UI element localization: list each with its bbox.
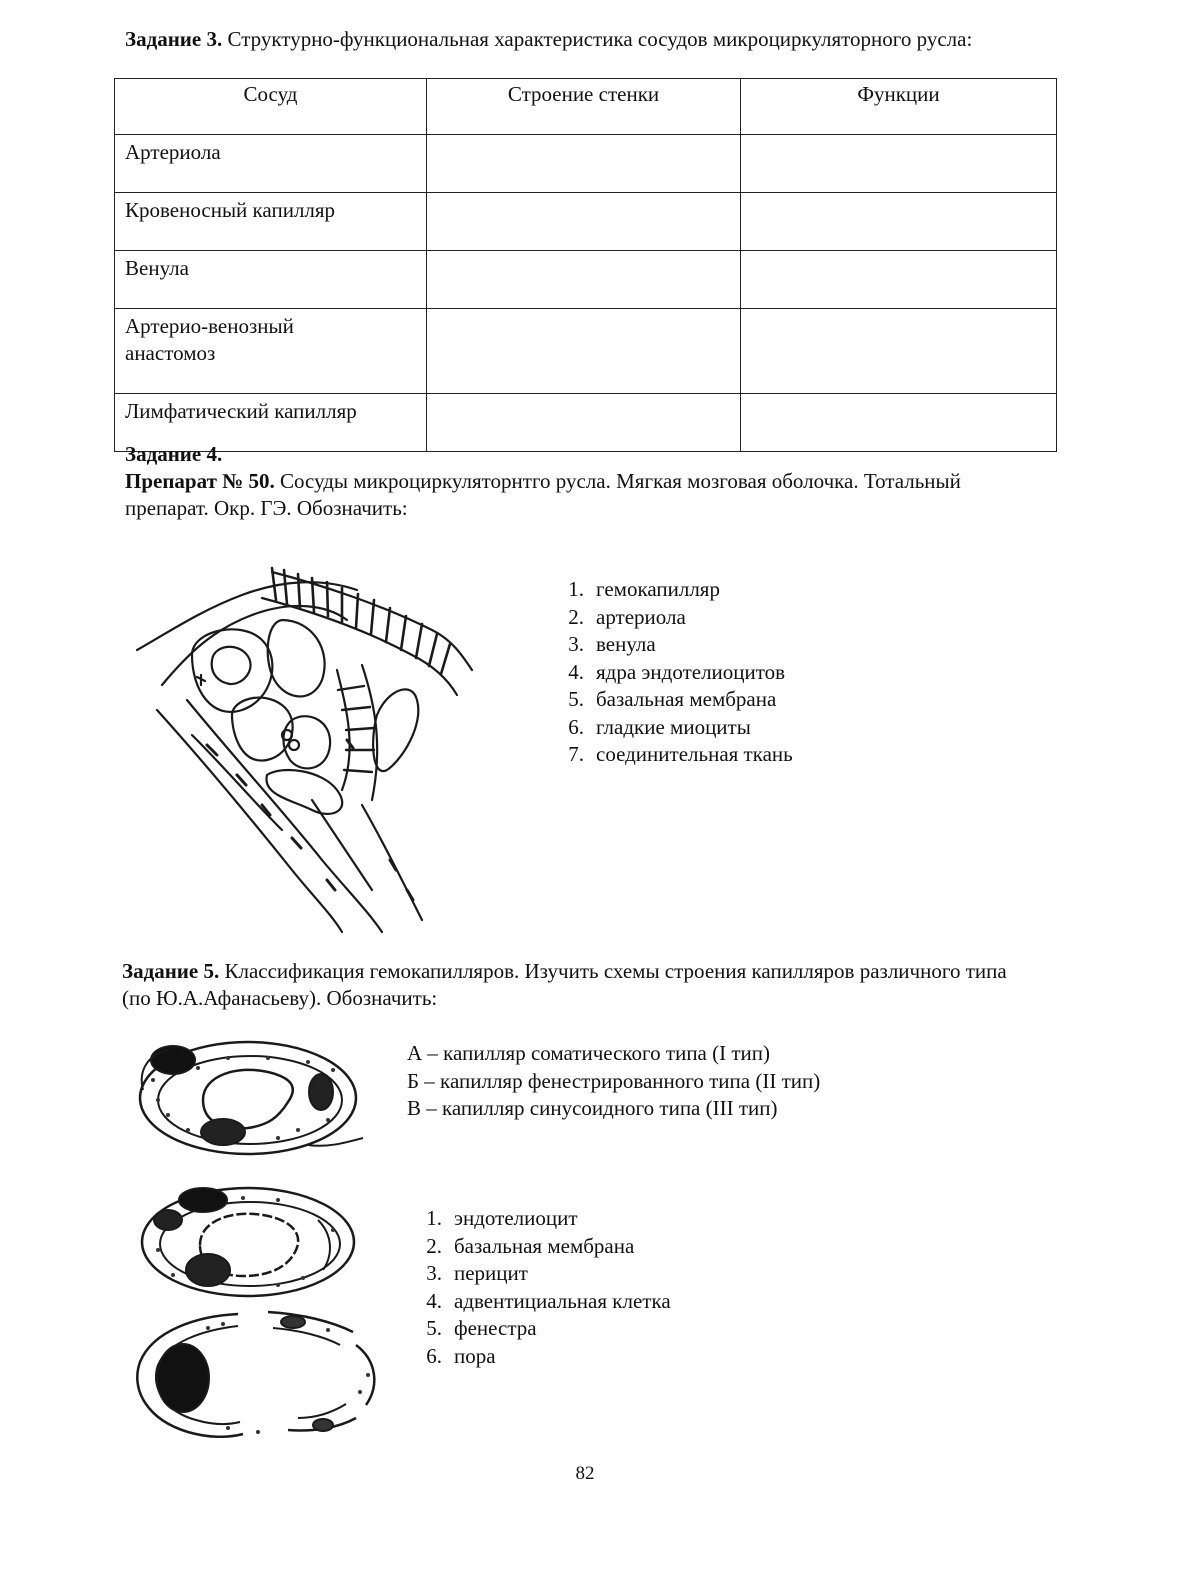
wall-structure-cell[interactable] (427, 251, 741, 309)
prep-title: Препарат № 50. (125, 469, 275, 493)
wall-structure-cell[interactable] (427, 193, 741, 251)
table-row (115, 193, 1057, 251)
row-vessel-venule: Венула (115, 251, 427, 309)
task3-heading (125, 26, 1045, 53)
task4-title: Задание 4. (125, 442, 223, 466)
vessels-table (114, 78, 1057, 452)
task5-text: Классификация гемокапилляров. Изучить схемы строения капилляров различного типа (по Ю.А.Афанасьеву). Обозначить: (122, 959, 1007, 1010)
list-item: 4. адвентициальная клетка (408, 1288, 671, 1316)
page-number: 82 (575, 1463, 595, 1484)
row-vessel-anastomosis: Артерио-венозный анастомоз (115, 309, 427, 394)
list-item: 1. эндотелиоцит (408, 1205, 671, 1233)
microvasculature-drawing (132, 560, 482, 938)
legend-label: гладкие миоциты (596, 714, 751, 739)
legend-label: адвентициальная клетка (454, 1288, 671, 1313)
table-row (115, 251, 1057, 309)
task5-legend (408, 1205, 671, 1370)
functions-cell[interactable] (741, 135, 1057, 193)
wall-structure-cell[interactable] (427, 135, 741, 193)
legend-label: гемокапилляр (596, 577, 720, 601)
fenestrated-capillary-drawing (128, 1180, 368, 1308)
legend-label: ядра эндотелиоцитов (596, 659, 786, 684)
type-c-label: В – капилляр синусоидного типа (III тип) (407, 1096, 778, 1120)
list-item: 6. пора (408, 1343, 671, 1371)
legend-label: эндотелиоцит (454, 1206, 578, 1230)
row-vessel-arteriole: Артериола (115, 135, 427, 193)
legend-label: фенестра (454, 1316, 537, 1340)
functions-cell[interactable] (741, 309, 1057, 394)
task3-title: Задание 3. (125, 27, 223, 51)
table-row (115, 309, 1057, 394)
task5-heading (122, 958, 1022, 1012)
row-vessel-lymph-capillary: Лимфатический капилляр (115, 394, 427, 452)
task3-text: Структурно-функциональная характеристика сосудов микроциркуляторного русла: (222, 27, 973, 51)
header-wall-structure: Строение стенки (427, 79, 741, 135)
list-item: 2. артериола (550, 604, 793, 632)
list-item: 7. соединительная ткань (550, 741, 793, 769)
list-item: 3. венула (550, 631, 793, 659)
wall-structure-cell[interactable] (427, 309, 741, 394)
prep-text: Сосуды микроциркуляторнтго русла. Мягкая мозговая оболочка. Тотальный препарат. Окр. ГЭ. Обозначить: (125, 469, 961, 520)
list-item: 2. базальная мембрана (408, 1233, 671, 1261)
legend-label: артериола (596, 604, 686, 629)
legend-label: базальная мембрана (596, 687, 777, 711)
legend-label: венула (596, 632, 656, 656)
legend-label: перицит (454, 1261, 528, 1285)
list-item: 5. фенестра (408, 1315, 671, 1343)
legend-label: соединительная ткань (596, 742, 793, 766)
list-item: 6. гладкие миоциты (550, 714, 793, 742)
sinusoid-capillary-drawing (128, 1300, 383, 1448)
type-b-label: Б – капилляр фенестрированного типа (II тип) (407, 1068, 821, 1093)
type-a-label: А – капилляр соматического типа (I тип) (407, 1041, 771, 1065)
task5-title: Задание 5. (122, 959, 220, 983)
list-item: 5. базальная мембрана (550, 686, 793, 714)
legend-label: базальная мембрана (454, 1233, 635, 1258)
table-header-row (115, 79, 1057, 135)
legend-label: пора (454, 1343, 496, 1368)
functions-cell[interactable] (741, 251, 1057, 309)
task4-prep (125, 468, 1025, 522)
task4-heading (125, 441, 1025, 522)
somatic-capillary-drawing (128, 1030, 368, 1162)
list-item: 4. ядра эндотелиоцитов (550, 659, 793, 687)
functions-cell[interactable] (741, 193, 1057, 251)
list-item: 3. перицит (408, 1260, 671, 1288)
table-row (115, 135, 1057, 193)
header-vessel: Сосуд (115, 79, 427, 135)
list-item: 1. гемокапилляр (550, 576, 793, 604)
capillary-types (407, 1040, 820, 1123)
row-vessel-capillary: Кровеносный капилляр (115, 193, 427, 251)
task4-legend (550, 576, 793, 769)
header-functions: Функции (741, 79, 1057, 135)
